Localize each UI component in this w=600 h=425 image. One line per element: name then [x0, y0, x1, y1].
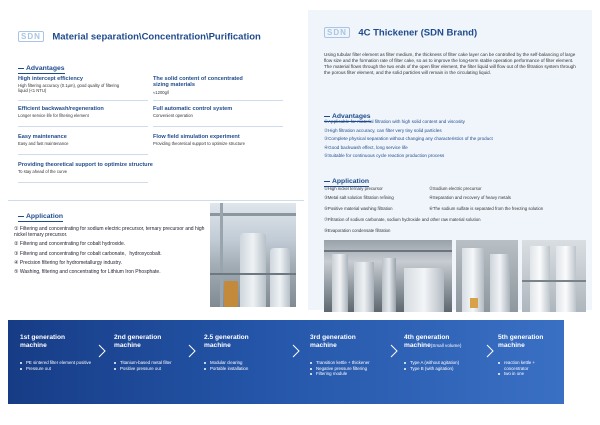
list-item: ④Good backwash effect, long service life: [324, 144, 408, 150]
list-item: reaction kettle + concentrator: [498, 360, 558, 371]
list-item: ⑥The sodium sulfate is separated from the freezing solution: [429, 206, 544, 211]
chevron-right-icon: [292, 344, 300, 358]
plant-photo: [522, 240, 586, 312]
generation-timeline: [8, 320, 564, 404]
advantage-item: Providing theoretical support to optimize structure To stay ahead of the curve: [18, 162, 153, 175]
list-item: ③Metal salt solution filtration refining: [324, 195, 394, 200]
list-item: ① Filtering and concentrating for sodium electric precursor, ternary precursor and high nickel ternary precursor.: [14, 226, 205, 239]
generation-3: 3rd generation machine Transition kettle + thickener Negative pressure filtering Filtering module: [310, 334, 380, 377]
list-item: Titanium-based metal filter: [114, 360, 184, 366]
advantage-item: Full automatic control system Convenient operation: [153, 106, 233, 119]
sdn-logo: SDN: [18, 31, 44, 42]
list-item: PE sintered filter element positive: [20, 360, 98, 366]
plant-photo: [324, 240, 452, 312]
list-item: Positive pressure out: [114, 366, 184, 372]
list-item: ④ Precision filtering for hydrometallurgy industry.: [14, 259, 123, 266]
right-advantages-list: [324, 119, 584, 162]
right-panel: [308, 10, 592, 310]
list-item: ⑦Filtration of sodium carbonate, sodium hydroxide and other raw material solution: [324, 217, 481, 222]
generation-5: 5th generation machine reaction kettle + concentrator two in one: [498, 334, 558, 377]
list-item: Filtering module: [310, 371, 380, 377]
list-item: two in one: [498, 371, 558, 377]
generation-2-5: 2.5 generation machine Modular clearing Portable installation: [204, 334, 274, 371]
advantage-item: Easy maintenance Easy and fast maintenance: [18, 134, 69, 147]
list-item: ③ Filtering and concentrating for cobalt carbonate、hydroxycobalt.: [14, 250, 162, 257]
list-item: ③Complete physical separation without changing any characteristics of the product: [324, 136, 493, 141]
generation-1: 1st generation machine PE sintered filter element positive Pressure out: [20, 334, 98, 371]
right-description: Using tubular filter element as filter medium, the thickness of filter cake layer can be controlled by the self-balancing of large flow size and the formation rate of filter cake, so as to improve the long-term stable operation performance of filter element. The material flows through the two ends of the open filter element, the filter liquid will flow out of the filtration system through the porous filter element, and the solid particles will remain in the circulating liquid.: [324, 52, 576, 76]
advantage-item: Flow field simulation experiment Providing theoretical support to optimize structure: [153, 134, 245, 147]
list-item: ② Filtering and concentrating for cobalt hydroxide.: [14, 241, 126, 248]
list-item: ⑨Evaporation condensate filtration: [324, 228, 391, 233]
list-item: ①Applicable for material filtration with high solid content and viscosity: [324, 119, 465, 124]
list-item: Type A (without agitation): [404, 360, 484, 366]
list-item: Pressure out: [20, 366, 98, 372]
list-item: Modular clearing: [204, 360, 274, 366]
chevron-right-icon: [486, 344, 494, 358]
list-item: ⑤ Washing, filtering and concentrating for Lithium Iron Phosphate.: [14, 269, 161, 276]
advantage-item: Efficient backwash/regeneration Longer service life for filtering element: [18, 106, 104, 119]
chevron-right-icon: [98, 344, 106, 358]
list-item: ⑤Suitable for continuous cycle reaction production process: [324, 153, 445, 158]
list-item: ⑤Positive material washing filtration: [324, 206, 393, 211]
list-item: Portable installation: [204, 366, 274, 372]
right-photo-strip: [324, 240, 586, 312]
right-application-heading: Application: [324, 170, 369, 188]
right-header: [324, 24, 477, 42]
advantage-item: High intercept efficiency High filtering accuracy (0.1μm), good quality of filtering liquid (<1 NTU): [18, 76, 120, 94]
generation-2: 2nd generation machine Titanium-based metal filter Positive pressure out: [114, 334, 184, 371]
left-panel: [0, 0, 300, 320]
left-header: [18, 28, 261, 46]
list-item: ①High nickel ternary precursor: [324, 186, 383, 191]
plant-photo: [456, 240, 518, 312]
plant-photo: [210, 203, 296, 307]
left-advantages-heading: Advantages: [18, 57, 65, 75]
right-title: 4C Thickener (SDN Brand): [358, 27, 478, 39]
left-title: Material separation\Concentration\Purification: [52, 31, 261, 43]
list-item: Type B (with agitation): [404, 366, 484, 372]
generation-4: 4th generation machine(Small volume) Type A (without agitation) Type B (with agitation): [404, 334, 484, 371]
left-application-heading: Application: [18, 205, 63, 223]
advantage-item: The solid content of concentrated sizing materials ≈1200g/l: [153, 76, 243, 95]
list-item: Negative pressure filtering: [310, 366, 380, 372]
sdn-logo: SDN: [324, 27, 350, 38]
left-application-list: [14, 226, 214, 278]
list-item: ④Separation and recovery of heavy metals: [429, 195, 511, 200]
chevron-right-icon: [390, 344, 398, 358]
list-item: Transition kettle + thickener: [310, 360, 380, 366]
list-item: ②Sodium electric precursor: [429, 186, 482, 191]
list-item: ②High filtration accuracy, can filter very tiny solid particles: [324, 127, 442, 133]
right-advantages-heading: Advantages: [324, 105, 371, 123]
chevron-right-icon: [188, 344, 196, 358]
